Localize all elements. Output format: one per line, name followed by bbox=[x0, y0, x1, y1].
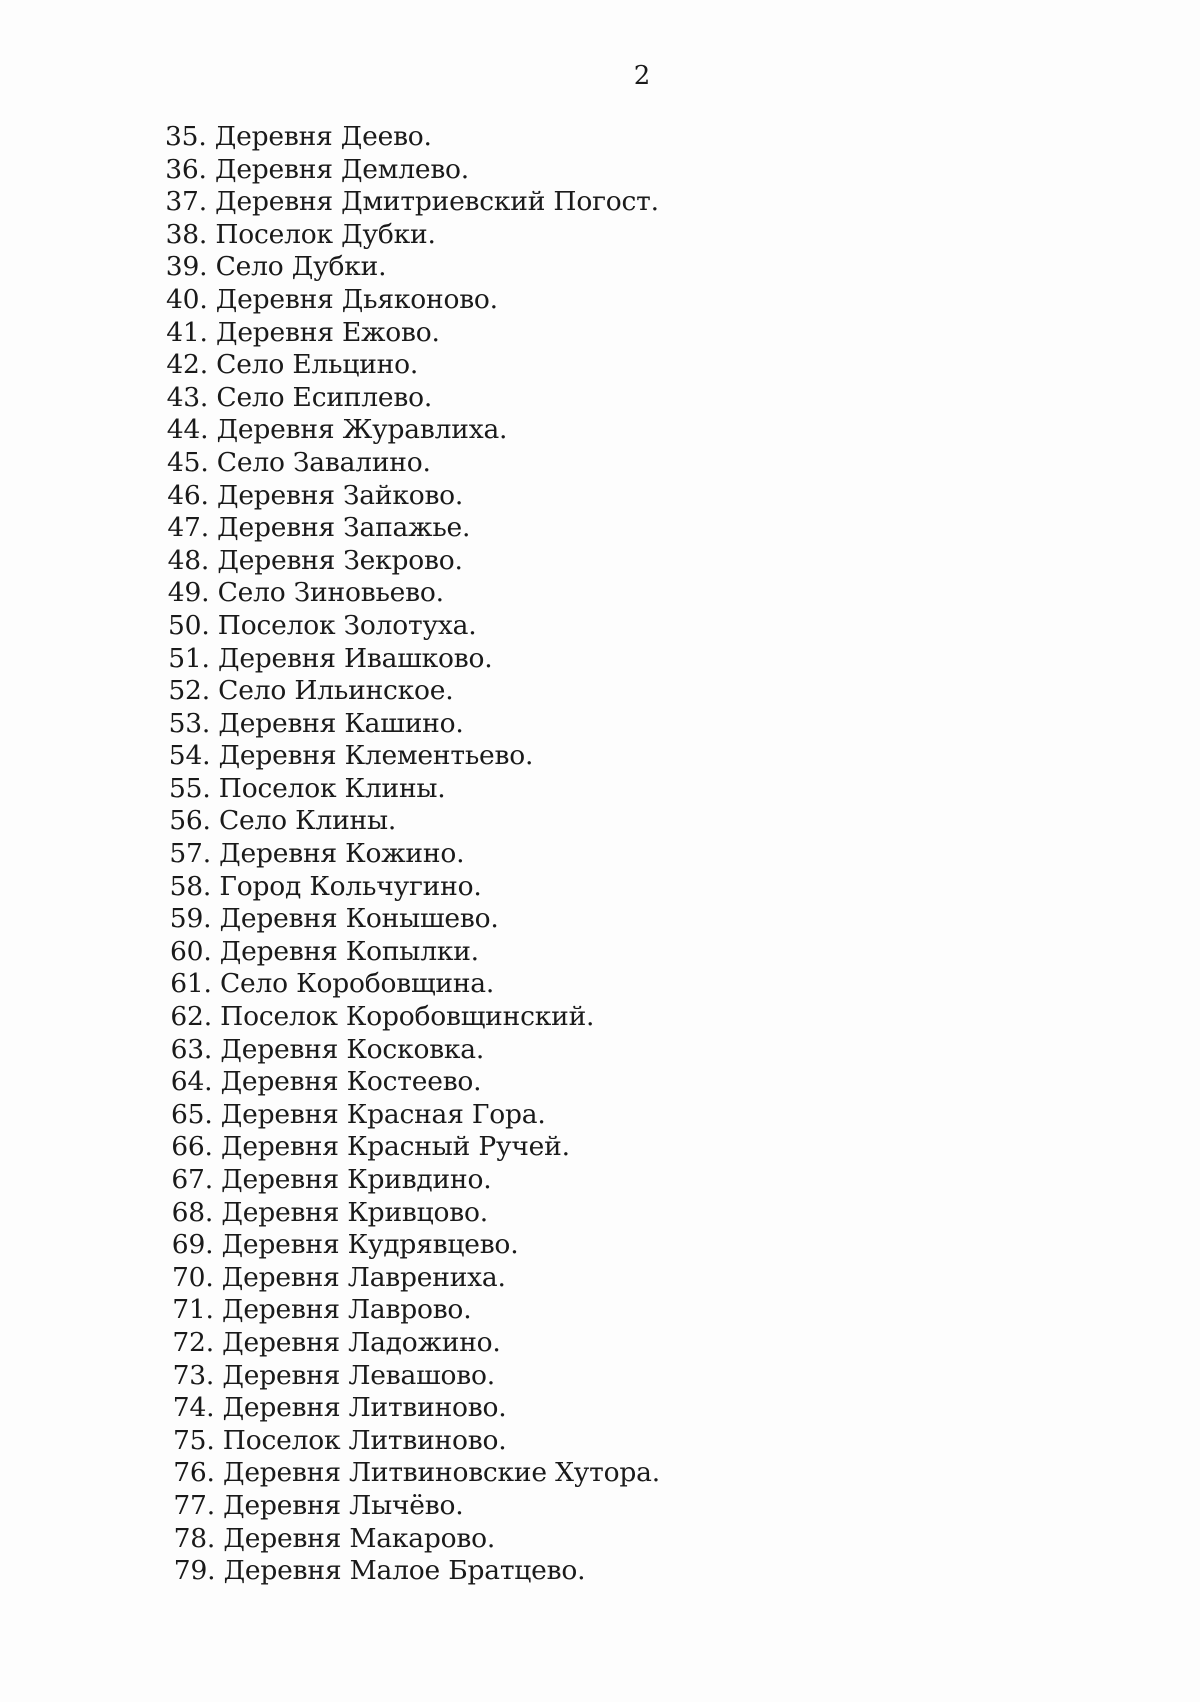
item-number: 55. bbox=[169, 772, 211, 804]
item-text: Поселок Клины. bbox=[218, 772, 446, 804]
item-text: Поселок Дубки. bbox=[215, 218, 436, 250]
settlement-list bbox=[165, 121, 660, 1588]
item-number: 40. bbox=[166, 283, 208, 315]
list-item bbox=[165, 154, 660, 187]
item-number: 37. bbox=[165, 186, 207, 218]
list-item bbox=[165, 1262, 660, 1295]
list-item bbox=[165, 121, 660, 154]
list-item bbox=[165, 349, 660, 382]
item-text: Деревня Демлево. bbox=[214, 153, 470, 185]
list-item bbox=[165, 480, 660, 513]
item-number: 77. bbox=[173, 1489, 215, 1521]
item-number: 69. bbox=[171, 1229, 214, 1261]
list-item bbox=[165, 512, 660, 545]
list-item bbox=[165, 871, 660, 904]
list-item bbox=[165, 805, 660, 838]
list-item bbox=[165, 1392, 660, 1425]
item-number: 56. bbox=[169, 805, 211, 837]
item-number: 58. bbox=[169, 870, 212, 902]
item-text: Город Кольчугино. bbox=[219, 870, 482, 902]
item-number: 75. bbox=[173, 1424, 215, 1456]
item-text: Село Дубки. bbox=[215, 251, 387, 283]
item-number: 39. bbox=[165, 251, 208, 283]
item-number: 53. bbox=[168, 707, 211, 739]
list-item bbox=[165, 936, 660, 969]
item-number: 50. bbox=[168, 609, 210, 641]
item-text: Деревня Зекрово. bbox=[217, 544, 463, 576]
item-number: 35. bbox=[165, 121, 207, 152]
item-text: Деревня Конышево. bbox=[219, 903, 499, 935]
item-text: Деревня Красный Ручей. bbox=[220, 1131, 570, 1163]
item-text: Село Ильинское. bbox=[218, 675, 454, 707]
item-text: Село Завалино. bbox=[216, 446, 431, 478]
item-number: 43. bbox=[166, 381, 209, 413]
item-text: Поселок Коробовщинский. bbox=[220, 1001, 595, 1033]
list-item bbox=[165, 382, 660, 415]
item-number: 54. bbox=[168, 740, 211, 772]
list-item bbox=[165, 1066, 660, 1099]
item-text: Деревня Ивашково. bbox=[217, 642, 493, 674]
item-text: Деревня Клементьево. bbox=[218, 740, 534, 772]
item-number: 38. bbox=[165, 218, 208, 250]
list-item bbox=[165, 1360, 660, 1393]
item-number: 72. bbox=[172, 1326, 214, 1358]
item-text: Деревня Лаврово. bbox=[221, 1294, 472, 1326]
list-item bbox=[165, 1001, 660, 1034]
list-item bbox=[165, 219, 660, 252]
item-text: Деревня Дмитриевский Погост. bbox=[215, 186, 659, 218]
list-item bbox=[165, 903, 660, 936]
item-number: 48. bbox=[167, 544, 210, 576]
list-item bbox=[165, 610, 660, 643]
item-number: 45. bbox=[167, 446, 209, 478]
list-item bbox=[165, 1164, 660, 1197]
item-text: Деревня Лычёво. bbox=[223, 1489, 464, 1521]
list-item bbox=[165, 1229, 660, 1262]
list-item bbox=[165, 1555, 660, 1588]
item-number: 64. bbox=[170, 1066, 213, 1098]
list-item bbox=[165, 1327, 660, 1360]
item-text: Деревня Красная Гора. bbox=[220, 1098, 546, 1130]
list-item bbox=[165, 251, 660, 284]
item-text: Деревня Левашово. bbox=[222, 1359, 495, 1391]
item-number: 51. bbox=[168, 642, 210, 674]
item-text: Деревня Костеево. bbox=[220, 1066, 482, 1098]
list-item bbox=[165, 414, 660, 447]
item-number: 68. bbox=[171, 1196, 214, 1228]
item-text: Поселок Литвиново. bbox=[222, 1424, 507, 1456]
list-item bbox=[165, 1425, 660, 1458]
item-number: 46. bbox=[167, 479, 209, 511]
list-item bbox=[165, 1457, 660, 1490]
item-number: 57. bbox=[169, 838, 211, 870]
item-text: Деревня Малое Братцево. bbox=[223, 1555, 586, 1587]
item-text: Деревня Литвиново. bbox=[222, 1392, 507, 1424]
list-item bbox=[165, 708, 660, 741]
list-item bbox=[165, 577, 660, 610]
item-number: 59. bbox=[169, 903, 212, 935]
list-item bbox=[165, 675, 660, 708]
item-number: 74. bbox=[172, 1392, 215, 1424]
item-number: 70. bbox=[172, 1261, 214, 1293]
item-text: Село Коробовщина. bbox=[219, 968, 495, 1000]
page-number: 2 bbox=[633, 61, 651, 91]
item-text: Деревня Кудрявцево. bbox=[221, 1229, 519, 1261]
item-number: 79. bbox=[173, 1555, 216, 1587]
item-text: Деревня Дьяконово. bbox=[215, 283, 498, 315]
list-item bbox=[165, 773, 660, 806]
list-item bbox=[165, 1131, 660, 1164]
list-item bbox=[165, 643, 660, 676]
list-item bbox=[165, 186, 660, 219]
list-item bbox=[165, 447, 660, 480]
item-text: Деревня Кривцово. bbox=[221, 1196, 488, 1228]
list-item bbox=[165, 284, 660, 317]
list-item bbox=[165, 1034, 660, 1067]
item-text: Деревня Кашино. bbox=[218, 707, 464, 739]
item-number: 73. bbox=[172, 1359, 215, 1391]
item-number: 65. bbox=[171, 1098, 213, 1130]
list-item bbox=[165, 1197, 660, 1230]
list-item bbox=[165, 1490, 660, 1523]
item-text: Деревня Косковка. bbox=[220, 1033, 485, 1065]
list-item bbox=[165, 838, 660, 871]
list-item bbox=[165, 1294, 660, 1327]
item-text: Село Клины. bbox=[218, 805, 397, 837]
list-item bbox=[165, 740, 660, 773]
item-text: Деревня Деево. bbox=[214, 121, 432, 152]
item-text: Деревня Кожино. bbox=[219, 838, 465, 870]
item-text: Деревня Журавлиха. bbox=[216, 414, 508, 446]
item-text: Деревня Ежово. bbox=[215, 316, 440, 348]
item-number: 61. bbox=[170, 968, 212, 1000]
item-number: 36. bbox=[165, 153, 207, 185]
item-text: Деревня Литвиновские Хутора. bbox=[222, 1457, 660, 1489]
item-number: 49. bbox=[167, 577, 210, 609]
item-text: Деревня Ладожино. bbox=[222, 1326, 501, 1358]
item-text: Деревня Макарово. bbox=[223, 1522, 496, 1554]
item-text: Село Ельцино. bbox=[216, 349, 419, 381]
item-number: 44. bbox=[166, 414, 209, 446]
item-number: 76. bbox=[173, 1457, 215, 1489]
item-number: 66. bbox=[171, 1131, 213, 1163]
item-text: Село Есиплево. bbox=[216, 381, 433, 413]
list-item bbox=[165, 317, 660, 350]
item-number: 42. bbox=[166, 349, 208, 381]
item-number: 62. bbox=[170, 1001, 212, 1033]
item-text: Деревня Копылки. bbox=[219, 935, 479, 967]
item-number: 63. bbox=[170, 1033, 213, 1065]
list-item bbox=[165, 1099, 660, 1132]
item-number: 60. bbox=[170, 935, 212, 967]
item-text: Село Зиновьево. bbox=[217, 577, 444, 609]
item-text: Деревня Кривдино. bbox=[221, 1164, 492, 1195]
item-text: Деревня Лаврениха. bbox=[221, 1261, 506, 1293]
item-number: 47. bbox=[167, 512, 209, 544]
item-number: 78. bbox=[173, 1522, 216, 1554]
item-text: Деревня Зайково. bbox=[216, 479, 464, 511]
item-number: 71. bbox=[172, 1294, 214, 1326]
item-text: Поселок Золотуха. bbox=[217, 609, 477, 641]
list-item bbox=[165, 968, 660, 1001]
item-number: 67. bbox=[171, 1164, 213, 1195]
list-item bbox=[165, 1523, 660, 1556]
list-item bbox=[165, 545, 660, 578]
item-number: 41. bbox=[166, 316, 208, 348]
item-text: Деревня Запажье. bbox=[217, 512, 471, 544]
item-number: 52. bbox=[168, 675, 210, 707]
